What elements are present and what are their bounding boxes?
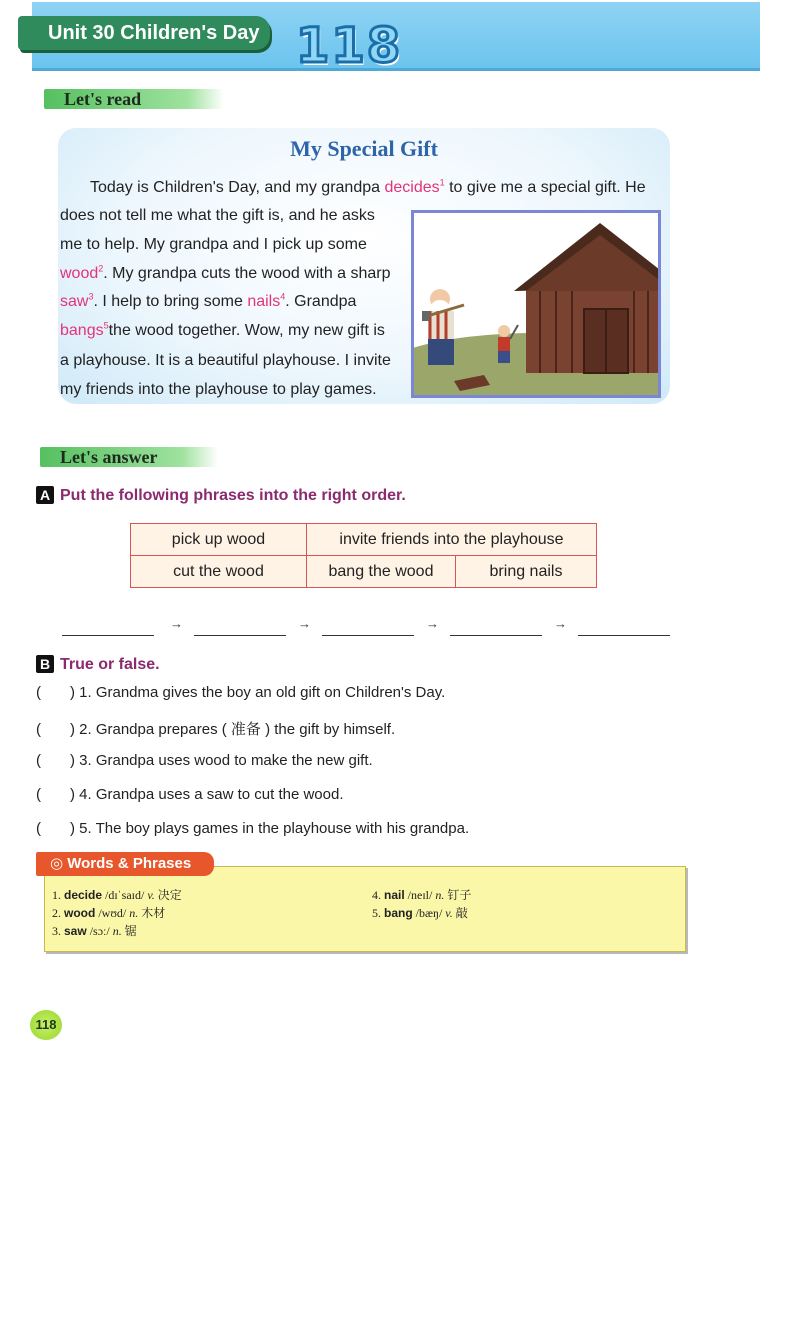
- order-blank-3[interactable]: [322, 634, 414, 636]
- story-line-8: my friends into the playhouse to play games.: [60, 381, 377, 398]
- lets-read-tag: Let's read: [44, 89, 224, 109]
- unit-title: Unit 30 Children's Day: [18, 16, 270, 50]
- order-blank-1[interactable]: [62, 634, 154, 636]
- part-b-letter: B: [36, 655, 54, 673]
- tf-item-4: ( ) 4. Grandpa uses a saw to cut the wood.: [36, 786, 344, 803]
- arrow-icon: →: [298, 616, 311, 631]
- lets-answer-tag: Let's answer: [40, 447, 218, 467]
- part-a-instruction: Put the following phrases into the right order.: [60, 487, 406, 504]
- arrow-icon: →: [170, 616, 183, 631]
- order-blank-2[interactable]: [194, 634, 286, 636]
- tf-item-2: ( ) 2. Grandpa prepares ( 准备 ) the gift by himself.: [36, 721, 396, 738]
- tf-item-1: ( ) 1. Grandma gives the boy an old gift on Children's Day.: [36, 684, 446, 701]
- grandpa-building-playhouse-image: [414, 213, 658, 395]
- story-line-7: a playhouse. It is a beautiful playhouse. I invite: [60, 352, 391, 369]
- word-entry-bang: 5. bang /bæŋ/ v. 敲: [372, 906, 468, 920]
- part-b-instruction: True or false.: [60, 656, 160, 673]
- word-entry-saw: 3. saw /sɔː/ n. 锯: [52, 924, 137, 938]
- phrase-cell: invite friends into the playhouse: [307, 524, 597, 556]
- page-number: 118: [30, 1010, 62, 1040]
- playhouse-illustration: [411, 210, 661, 398]
- story-line-3: me to help. My grandpa and I pick up some: [60, 236, 367, 253]
- arrow-icon: →: [426, 616, 439, 631]
- tf-item-5: ( ) 5. The boy plays games in the playhouse with his grandpa.: [36, 820, 470, 837]
- story-line-4: wood$^2$. My grandpa cuts the wood with a sharp: [60, 263, 391, 282]
- order-blank-4[interactable]: [450, 634, 542, 636]
- big-page-number: 118: [296, 18, 403, 74]
- part-a-heading: [36, 486, 406, 505]
- phrase-cell: bring nails: [456, 556, 597, 588]
- part-a-letter: A: [36, 486, 54, 504]
- part-b-heading: [36, 655, 160, 674]
- story-line-1: Today is Children's Day, and my grandpa decides$^1$ to give me a special gift. He: [90, 177, 646, 196]
- order-blank-5[interactable]: [578, 634, 670, 636]
- phrase-cell: cut the wood: [131, 556, 307, 588]
- words-phrases-tab: ◎ Words & Phrases: [36, 852, 214, 876]
- story-line-2: does not tell me what the gift is, and he asks: [60, 207, 375, 224]
- story-line-5: saw$^3$. I help to bring some nails$^4$. Grandpa: [60, 291, 357, 310]
- arrow-icon: →: [554, 616, 567, 631]
- table-row: [131, 524, 597, 556]
- table-row: [131, 556, 597, 588]
- phrase-cell: bang the wood: [307, 556, 456, 588]
- phrase-cell: pick up wood: [131, 524, 307, 556]
- word-entry-wood: 2. wood /wʊd/ n. 木材: [52, 906, 166, 920]
- story-line-6: bangs$^5$the wood together. Wow, my new gift is: [60, 320, 385, 339]
- tf-item-3: ( ) 3. Grandpa uses wood to make the new gift.: [36, 752, 373, 769]
- word-entry-nail: 4. nail /neɪl/ n. 钉子: [372, 888, 472, 902]
- story-title: My Special Gift: [290, 136, 438, 161]
- phrase-table: [130, 523, 597, 588]
- word-entry-decide: 1. decide /dɪˈsaɪd/ v. 决定: [52, 888, 182, 902]
